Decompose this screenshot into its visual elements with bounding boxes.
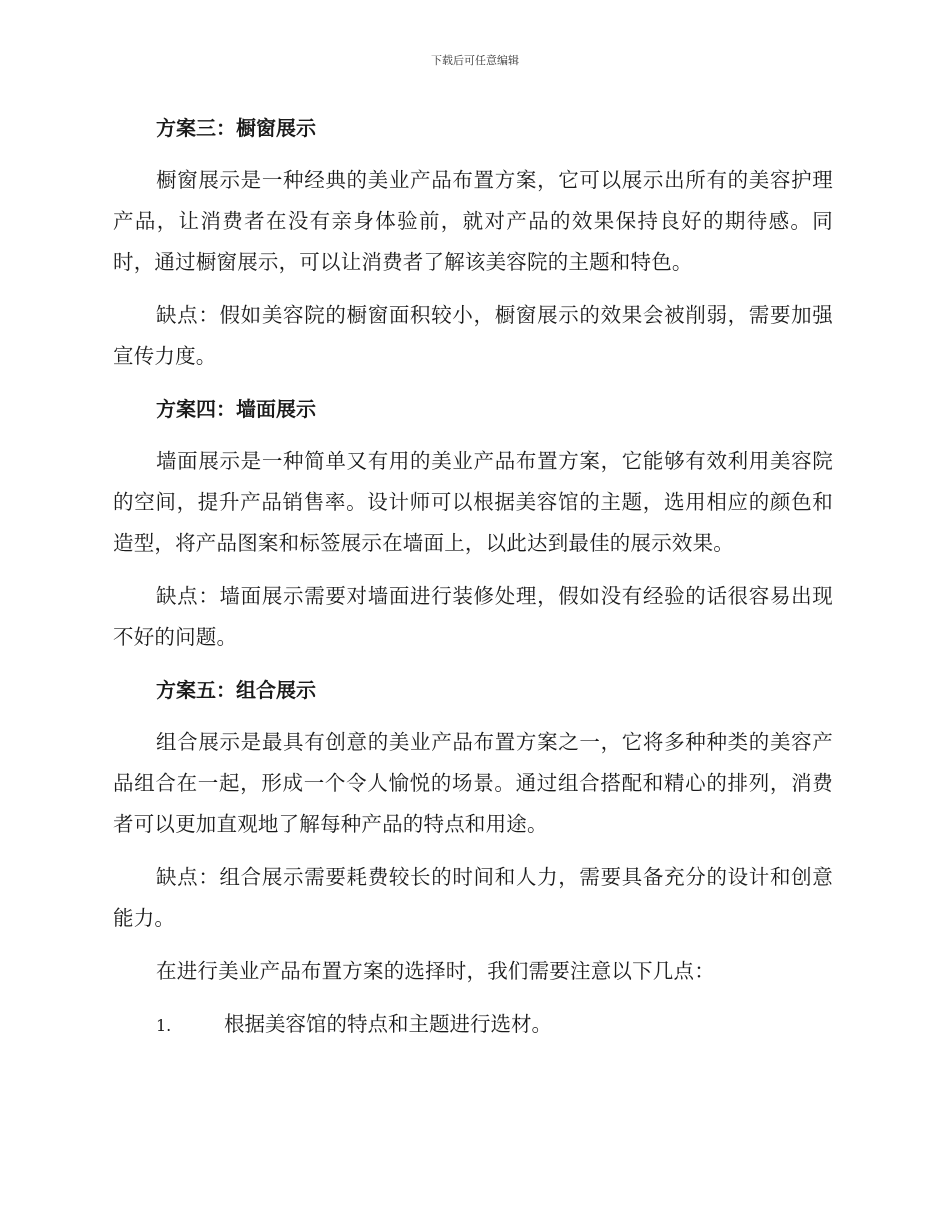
closing-intro: 在进行美业产品布置方案的选择时，我们需要注意以下几点：	[156, 959, 715, 983]
list-item	[113, 1004, 833, 1045]
paragraph: 橱窗展示是一种经典的美业产品布置方案，它可以展示出所有的美容护理产品，让消费者在没有亲身体验前，就对产品的效果保持良好的期待感。同时，通过橱窗展示，可以让消费者了解该美容院的主题和特色。	[113, 168, 833, 274]
paragraph: 组合展示是最具有创意的美业产品布置方案之一，它将多种种类的美容产品组合在一起，形成一个令人愉悦的场景。通过组合搭配和精心的排列，消费者可以更加直观地了解每种产品的特点和用途。	[113, 730, 833, 836]
section-heading: 方案四：墙面展示	[156, 397, 316, 421]
section-heading: 方案五：组合展示	[156, 678, 316, 702]
list-item-number: 1.	[156, 1016, 172, 1035]
paragraph: 缺点：假如美容院的橱窗面积较小，橱窗展示的效果会被削弱，需要加强宣传力度。	[113, 303, 833, 368]
page-header: 下载后可任意编辑	[431, 54, 519, 67]
paragraph: 墙面展示是一种简单又有用的美业产品布置方案，它能够有效利用美容院的空间，提升产品销售率。设计师可以根据美容馆的主题，选用相应的颜色和造型，将产品图案和标签展示在墙面上，以此达到最佳的展示效果。	[113, 449, 833, 555]
paragraph: 缺点：墙面展示需要对墙面进行装修处理，假如没有经验的话很容易出现不好的问题。	[113, 584, 833, 649]
paragraph: 缺点：组合展示需要耗费较长的时间和人力，需要具备充分的设计和创意能力。	[113, 865, 833, 930]
section-heading: 方案三：橱窗展示	[156, 116, 316, 140]
document-body	[113, 108, 833, 1045]
list-item-text: 根据美容馆的特点和主题进行选材。	[224, 1012, 552, 1036]
